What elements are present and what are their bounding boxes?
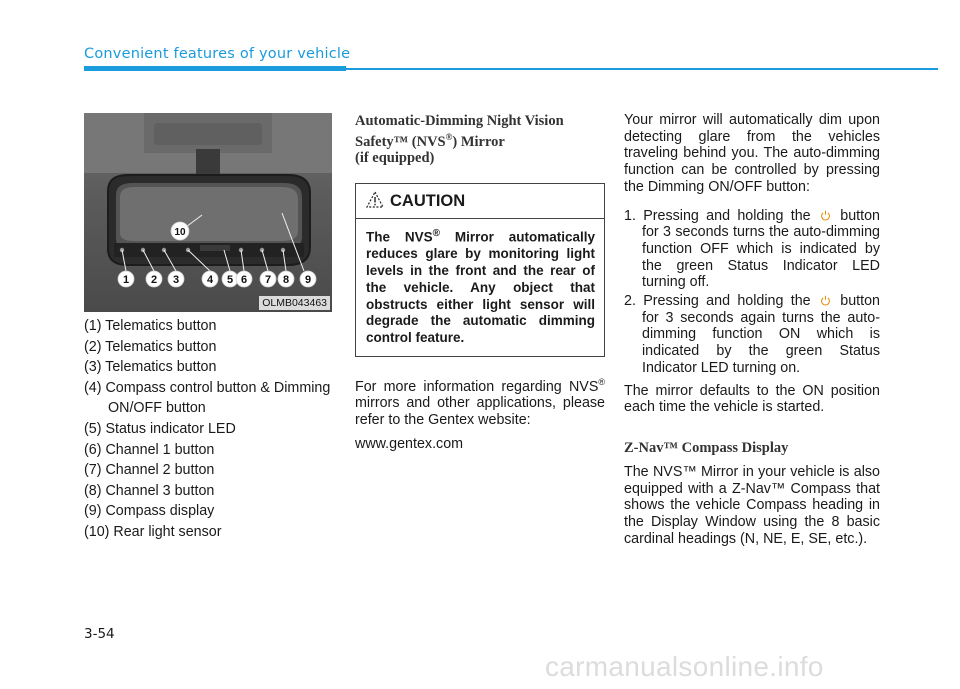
callout-9: 9 [304,274,312,286]
list-item: (1) Telematics button [84,318,217,334]
callout-3: 3 [172,274,180,286]
list-item: (5) Status indicator LED [84,420,236,437]
caution-box [355,183,605,357]
list-item: (6) Channel 1 button [84,441,215,458]
dimming-intro: Your mirror will automatically dim upon detecting glare from the vehicles traveling behind you. The auto-dimming function can be controlled by pressing the Dimming ON/OFF button: [624,112,880,195]
callout-8: 8 [282,274,290,286]
default-text: The mirror defaults to the ON position each time the vehicle is started. [624,382,880,416]
list-item: (4) Compass control button & Dimming ON/OFF button [84,379,331,417]
callout-10: 10 [174,227,186,238]
callout-2: 2 [150,274,158,286]
nvs-title-line2: Safety™ (NVS®) Mirror [355,132,505,150]
callout-4: 4 [206,274,214,286]
nvs-section-title [355,113,605,166]
header-accent-bar [84,66,346,71]
power-button-icon [820,295,831,306]
watermark: carmanualsonline.info [545,651,824,682]
mirror-illustration [84,113,332,312]
nvs-info-text: For more information regarding NVS® mirrors and other applications, please refer to the Gentex website: [355,376,605,429]
parts-list [84,316,334,543]
power-button-icon [820,210,831,221]
step-2: 2. Pressing and holding the button for 3 seconds again turns the auto-dimming function ON which is indicated by the green Status Indicator LED turning on. [624,293,880,376]
list-item: (9) Compass display [84,503,215,520]
nvs-title-line3: (if equipped) [355,149,435,166]
list-item: (10) Rear light sensor [84,523,222,540]
list-item: (8) Channel 3 button [84,482,215,499]
section-header-title: Convenient features of your vehicle [84,46,351,62]
caution-label: CAUTION [390,191,466,210]
warning-triangle-icon [366,191,384,208]
list-item: (3) Telematics button [84,359,217,376]
dimming-section [624,112,880,547]
nvs-title-line1: Automatic-Dimming Night Vision [355,113,564,129]
list-item: (7) Channel 2 button [84,462,215,479]
callout-1: 1 [122,274,130,286]
figure-code: OLMB043463 [259,296,330,310]
caution-header [356,184,604,219]
callout-6: 6 [240,274,248,286]
nvs-mirror-section [355,113,605,452]
website-link[interactable]: www.gentex.com [355,435,464,452]
list-item: (2) Telematics button [84,338,217,355]
caution-text: The NVS® Mirror automatically reduces glare by monitoring light levels in the front and the rear of the vehicle. Any object that obstructs either light sensor will degrade the automatic dimming control feature. [366,227,595,346]
page-number: 3-54 [84,626,115,642]
compass-section-title: Z-Nav™ Compass Display [624,439,789,456]
compass-body: The NVS™ Mirror in your vehicle is also equipped with a Z-Nav™ Compass that shows the vehicle Compass heading in the Display Window using the 8 basic cardinal headings (N, NE, E, SE, etc.). [624,463,880,547]
header-rule [346,68,938,70]
callout-5: 5 [226,274,234,286]
mirror-photo [84,113,332,312]
step-1: 1. Pressing and holding the button for 3 seconds turns the auto-dimming function OFF which is indicated by the green Status Indicator LED turning off. [624,207,880,291]
callout-7: 7 [264,274,272,286]
